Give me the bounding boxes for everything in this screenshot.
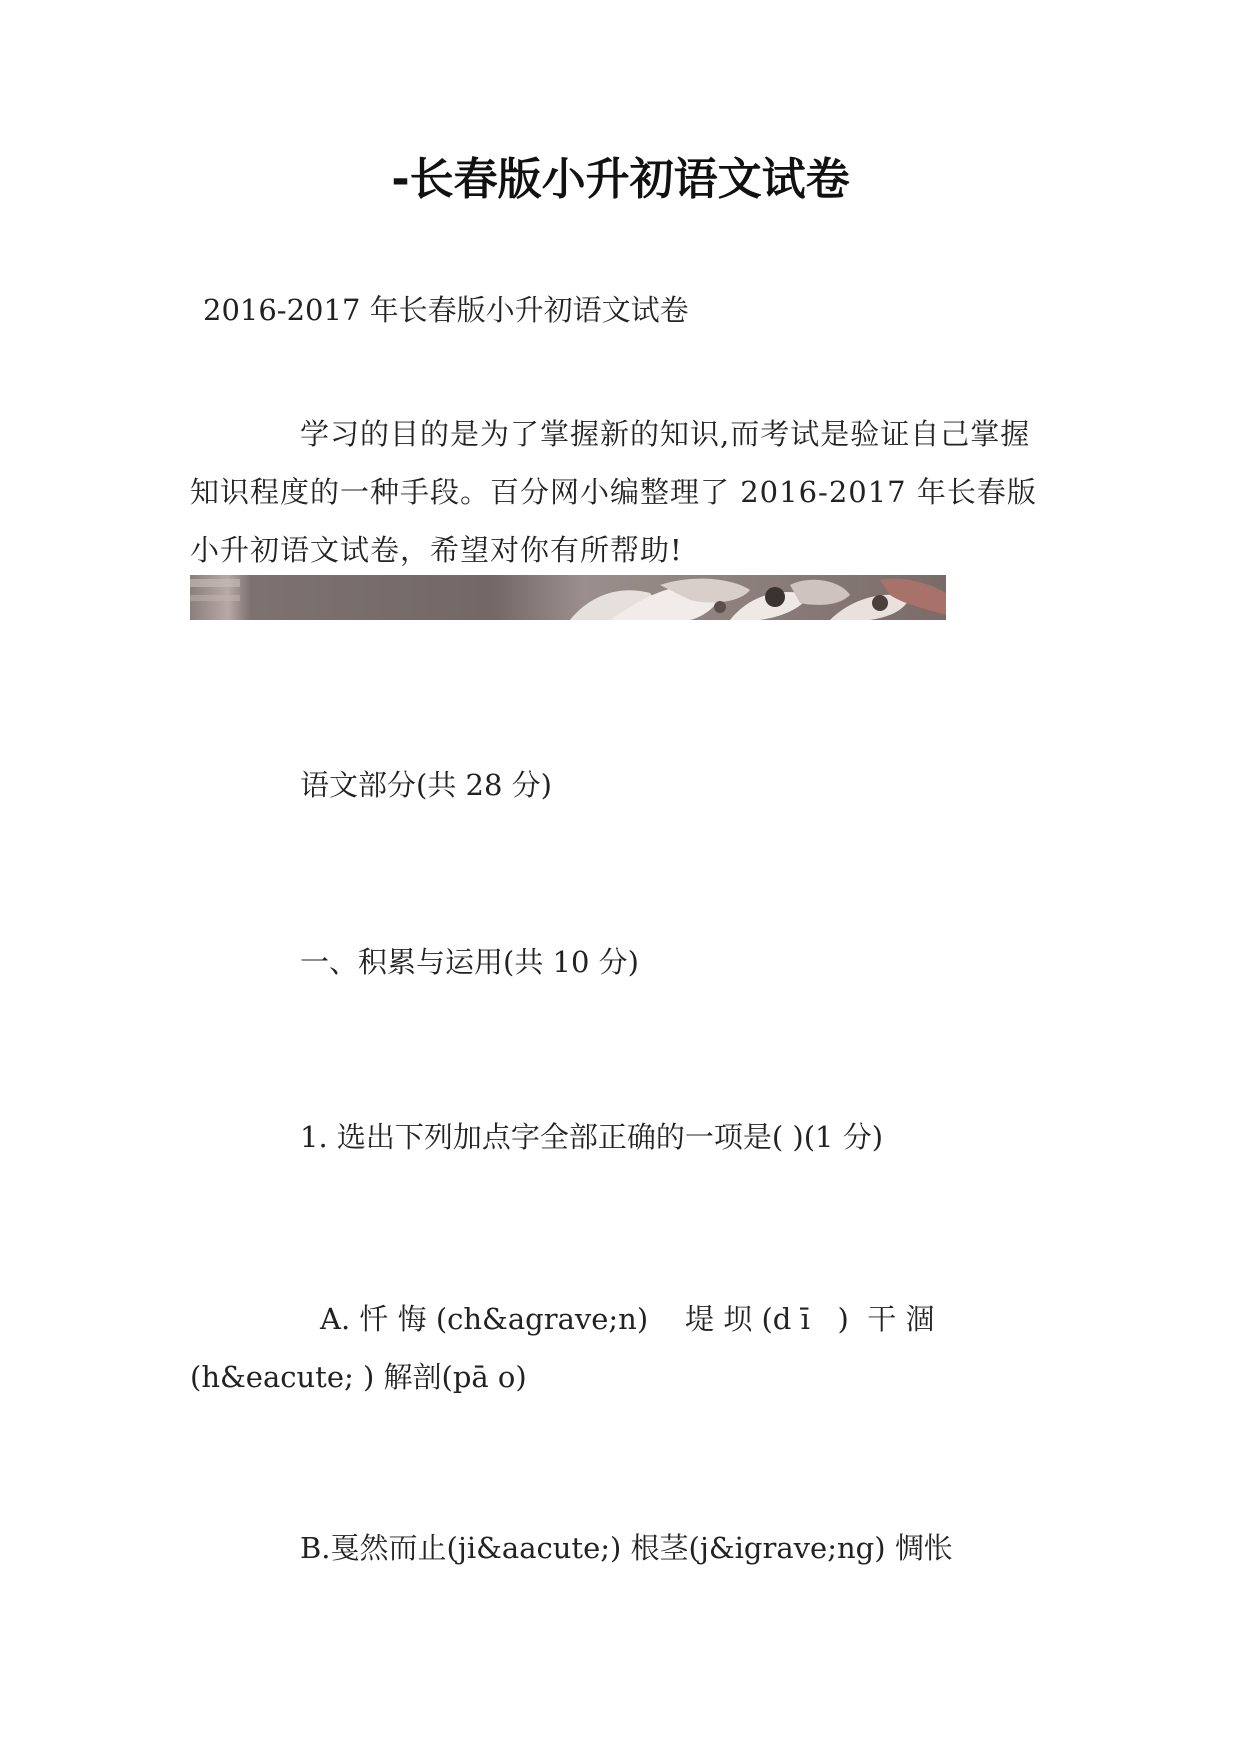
intro-paragraph: 学习的目的是为了掌握新的知识,而考试是验证自己掌握知识程度的一种手段。百分网小编整理了 2016-2017 年长春版小升初语文试卷，希望对你有所帮助! bbox=[190, 417, 1037, 567]
option-a: A. 忏 悔 (ch&agrave;n) 堤 坝 (d ī ) 干 涸 (h&eacute; ) 解剖(pā o) bbox=[190, 1302, 944, 1394]
document-subtitle: 2016-2017 年长春版小升初语文试卷 bbox=[203, 293, 689, 327]
option-b: B.戛然而止(ji&aacute;) 根茎(j&igrave;ng) 惆怅 bbox=[300, 1531, 953, 1565]
document-title: -长春版小升初语文试卷 bbox=[391, 154, 850, 205]
question-1: 1. 选出下列加点字全部正确的一项是( )(1 分) bbox=[300, 1120, 884, 1154]
part-one-heading: 一、积累与运用(共 10 分) bbox=[300, 945, 639, 979]
decorative-banner-image bbox=[190, 575, 946, 620]
section-heading-chinese: 语文部分(共 28 分) bbox=[300, 768, 552, 802]
